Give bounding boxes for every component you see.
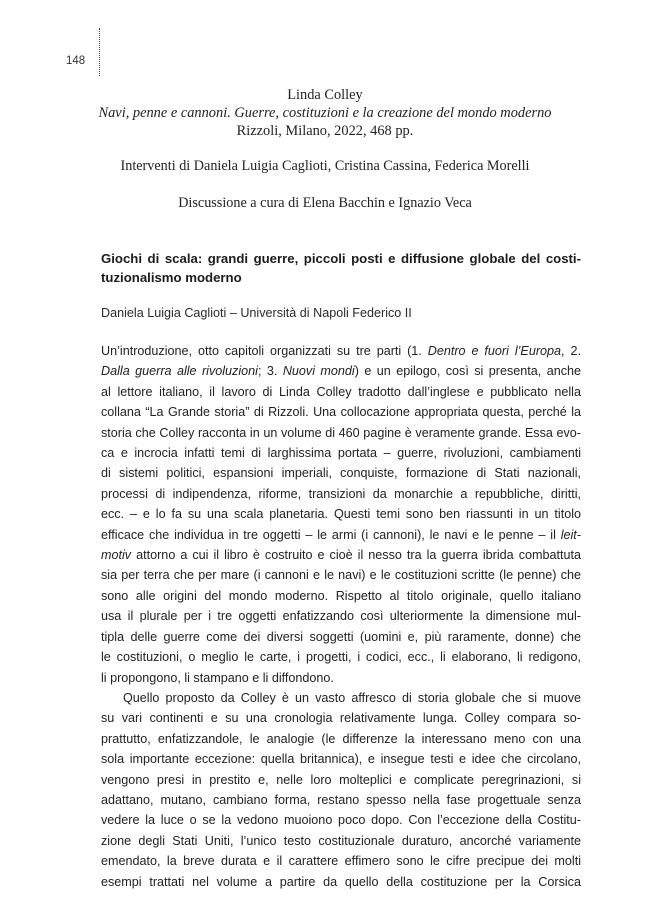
text-line: usa il plurale per i tre oggetti enfatizzando così ulteriormente la dimensione mul- [101, 609, 581, 624]
book-author: Linda Colley [287, 87, 363, 103]
margin-rule [99, 28, 100, 76]
text-line: emendato, la breve durata e il carattere effimero sono le cifre precipue dei molti [101, 854, 581, 869]
text-line: li propongono, li stampano e li diffondono. [101, 670, 334, 685]
text-line: vengono presi in prestito e, nelle loro molteplici e complicate peregrinazioni, si [101, 772, 581, 787]
text-line: Quello proposto da Colley è un vasto affresco di storia globale che si muove [123, 690, 581, 705]
curators-line: Discussione a cura di Elena Bacchin e Ignazio Veca [178, 195, 472, 211]
text-line: esempi trattati nel volume a partire da quello della costituzione per la Corsica [101, 874, 581, 889]
section-title-line: tuzionalismo moderno [101, 270, 242, 285]
text-line: sola importante eccezione: quella britannica), e insegue testi e idee che circolano, [101, 752, 581, 767]
page-number: 148 [66, 55, 86, 67]
text-line: ca e incrocia infatti temi di larghissima portata – guerre, rivoluzioni, cambiamenti [101, 446, 581, 461]
text-line: sia per terra che per mare (i cannoni e le navi) e le costituzioni scritte (le penne) che [101, 568, 581, 583]
text-line: processi di indipendenza, riforme, transizioni da monarchie a repubbliche, diritti, [101, 486, 581, 501]
text-line: sono alle origini del mondo moderno. Rispetto al titolo originale, quello italiano [101, 588, 581, 603]
text-line: su vari continenti e su una cronologia relativamente lunga. Colley compara so- [101, 711, 581, 726]
book-title: Navi, penne e cannoni. Guerre, costituzioni e la creazione del mondo moderno [98, 105, 552, 121]
text-line: vedere la luce o se la vedono muoiono poco dopo. Con l’eccezione della Costitu- [101, 813, 581, 828]
text-line: tipla delle guerre come dei diversi soggetti (uomini e, più raramente, donne) che [101, 629, 581, 644]
text-line: di sistemi politici, espansioni imperiali, conquiste, formazione di Stati nazionali, [101, 466, 581, 481]
text-line: al lettore italiano, il lavoro di Linda Colley tradotto dall’inglese e pubblicato nella [101, 384, 581, 399]
text-line: zione degli Stati Uniti, l’unico testo costituzionale duraturo, ancorché variamente [101, 833, 581, 848]
text-line: Un’introduzione, otto capitoli organizzati su tre parti (1. Dentro e fuori l’Europa, 2. [101, 344, 581, 358]
text-line: prattutto, enfatizzandole, le analogie (le differenze la interessano meno con una [101, 731, 581, 746]
text-line: storia che Colley racconta in un volume di 460 pagine è veramente grande. Essa evo- [101, 425, 581, 440]
section-title-line: Giochi di scala: grandi guerre, piccoli posti e diffusione globale del costi- [101, 251, 581, 266]
contributors-line: Interventi di Daniela Luigia Caglioti, Cristina Cassina, Federica Morelli [120, 158, 530, 174]
section-title [101, 249, 581, 287]
article-author: Daniela Luigia Caglioti – Università di Napoli Federico II [101, 306, 412, 320]
text-line: collana “La Grande storia” di Rizzoli. Una collocazione appropriata questa, perché la [101, 405, 581, 420]
text-line: efficace che individua in tre oggetti – le armi (i cannoni), le navi e le penne – il leit- [101, 527, 581, 542]
text-line: adattano, mutano, cambiano forma, restano spesso nella fase progettuale senza [101, 792, 581, 807]
text-line: le costituzioni, o meglio le carte, i progetti, i codici, ecc., li elaborano, li redigono, [101, 650, 581, 665]
book-publication: Rizzoli, Milano, 2022, 468 pp. [236, 123, 414, 139]
book-info [95, 86, 555, 140]
text-line: motiv attorno a cui il libro è costruito e cioè il nesso tra la guerra ibrida combattuta [101, 548, 581, 563]
text-line: ecc. – e lo fa su una scala planetaria. Questi temi sono ben riassunti in un titolo [101, 507, 581, 522]
text-line: Dalla guerra alle rivoluzioni; 3. Nuovi mondi) e un epilogo, così si presenta, anche [101, 364, 582, 379]
body-text [101, 341, 581, 892]
